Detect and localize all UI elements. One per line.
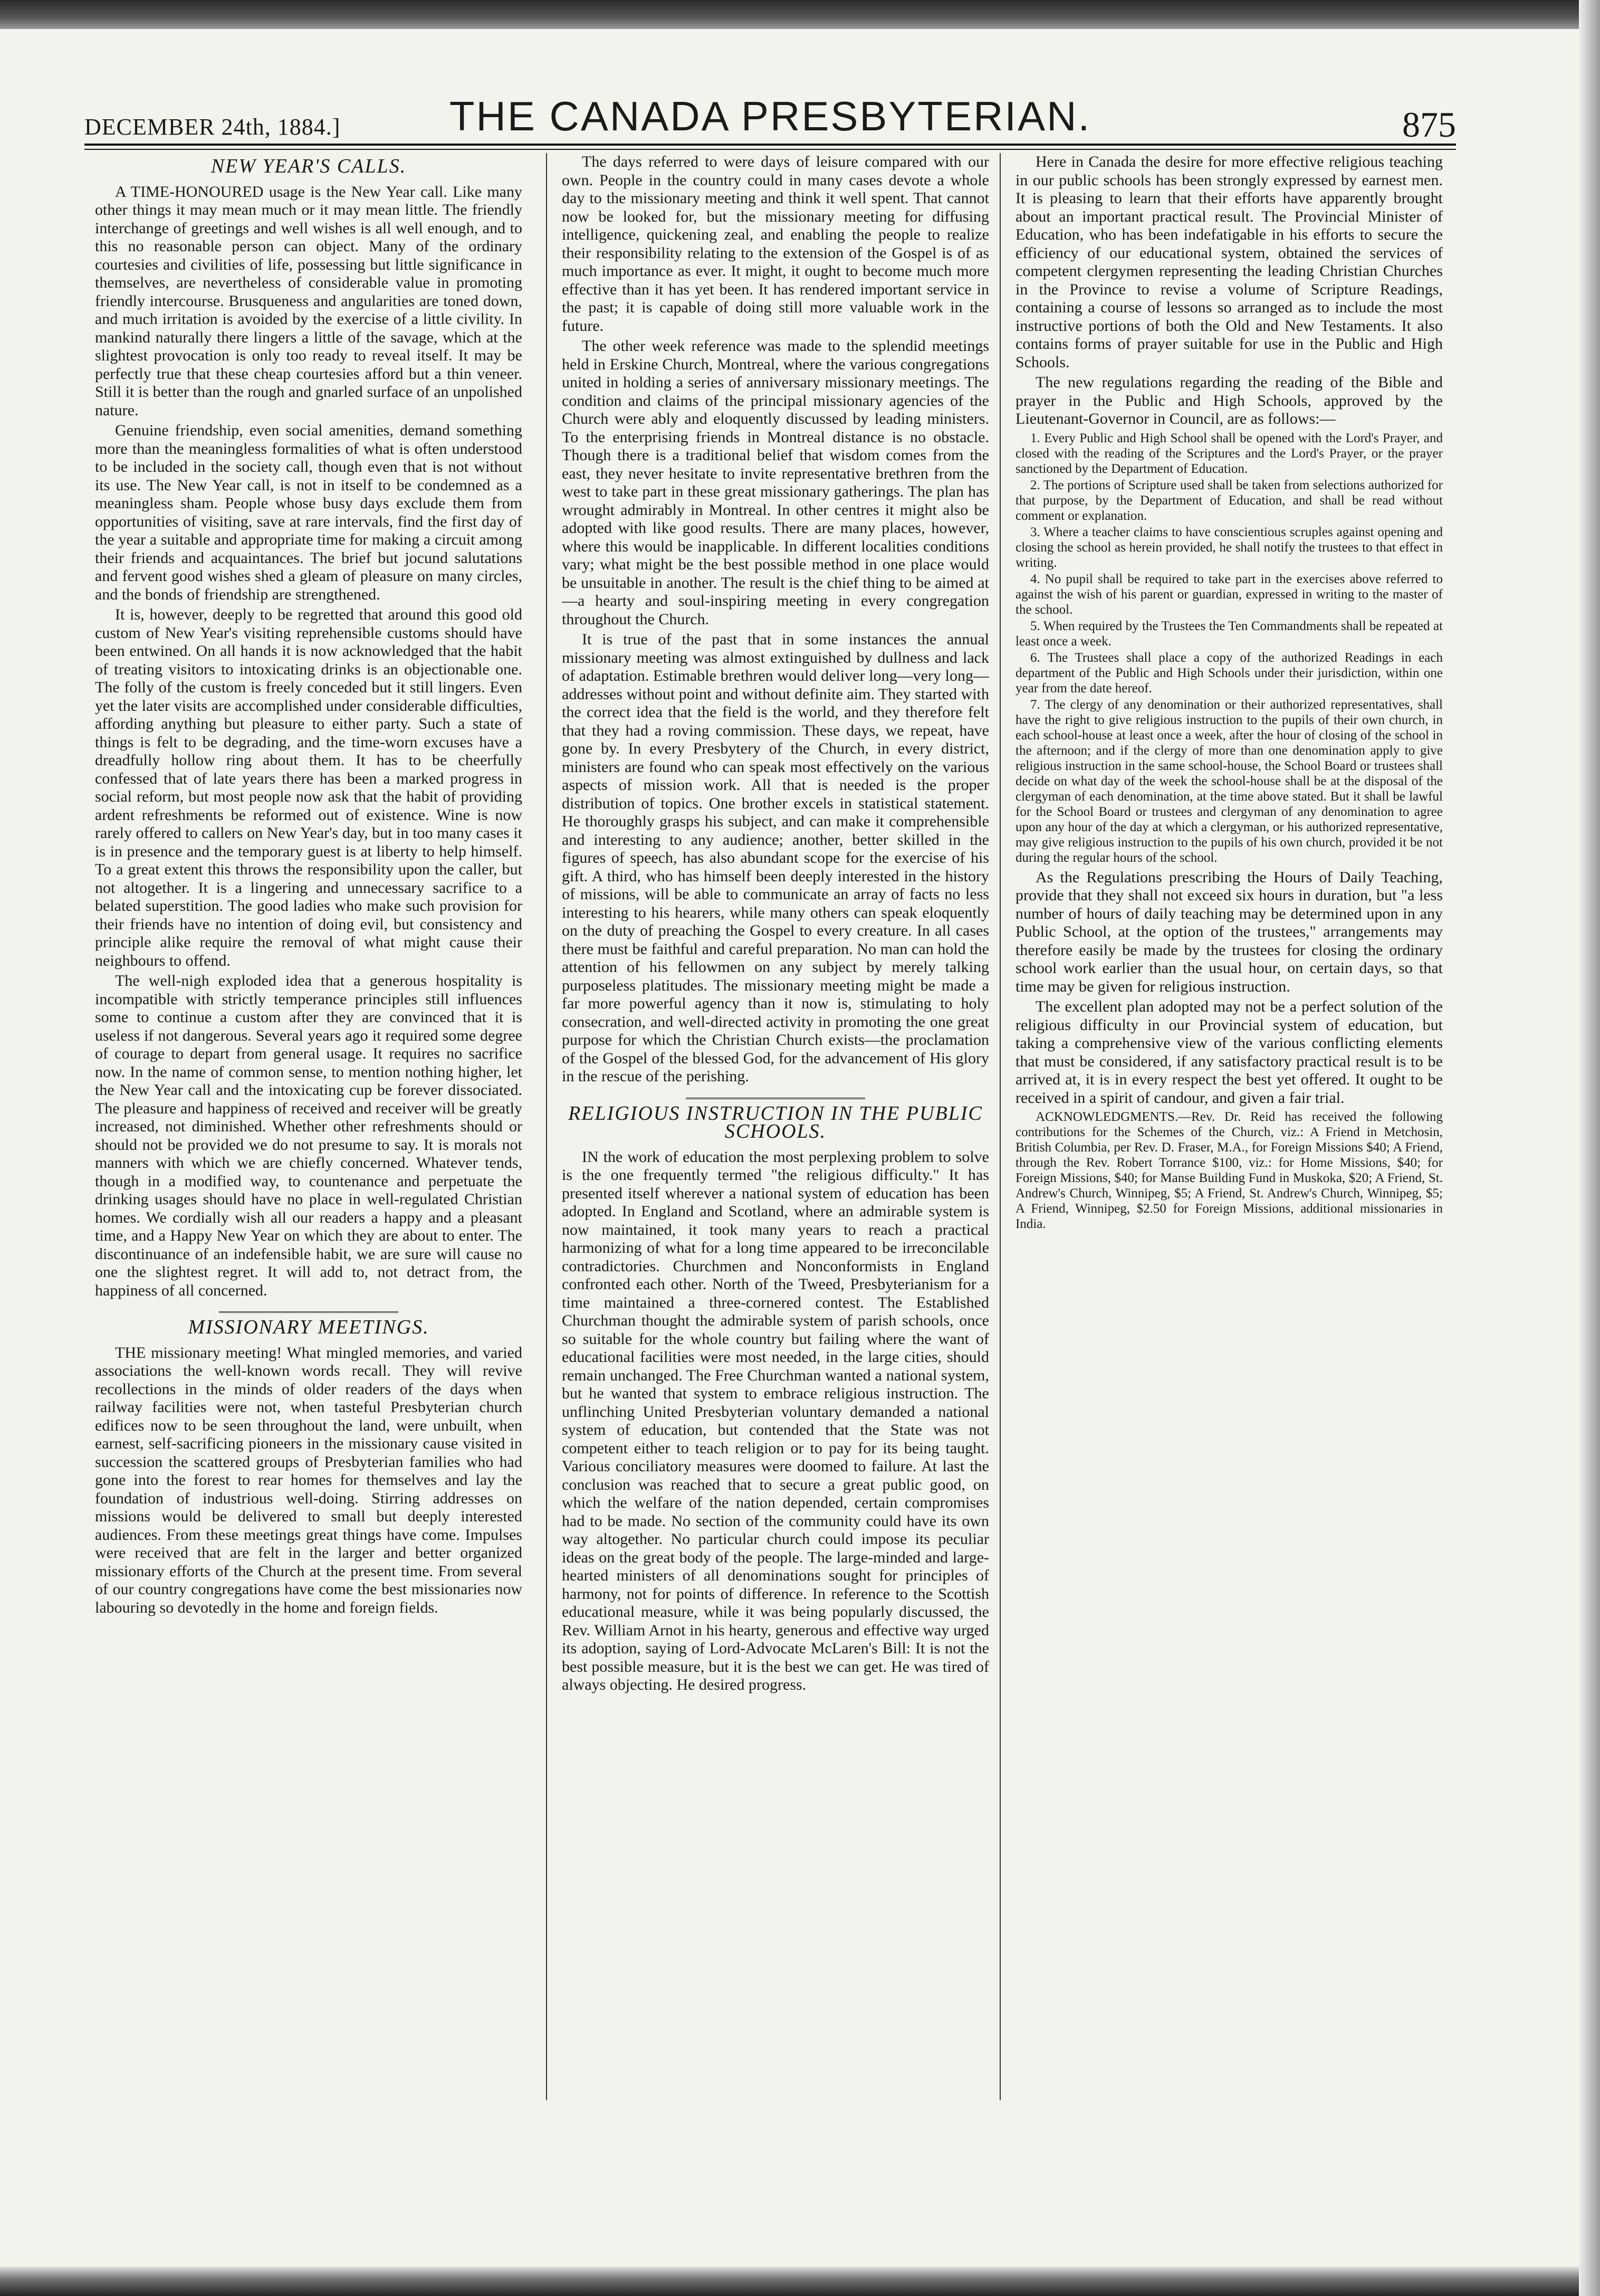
paragraph: The days referred to were days of leisure compared with our own. People in the country could in many cases devote a whole day to the missionary meeting and think it well spent. That cannot now be looked for, but the missionary meeting for diffusing intelligence, quickening zeal, and enabling the people to realize their responsibility relating to the extension of the Gospel is of as much importance as ever. It might, it ought to become much more effective than it has yet been. It has rendered important service in the past; it is capable of doing still more valuable work in the future. xyxy=(562,153,989,335)
paragraph: THE missionary meeting! What mingled memories, and varied associations the well-known words recall. They will revive recollections in the minds of older readers of the days when railway facilities were not, when tasteful Presbyterian church edifices now to be seen throughout the land, were unbuilt, when earnest, self-sacrificing pioneers in the missionary cause visited in succession the scattered groups of Presbyterian families who had gone into the forest to rear homes for themselves and lay the foundation of industrious well-doing. Stirring addresses on missions would be delivered to small but deeply interested audiences. From these meetings great things have come. Impulses were received that are felt in the larger and better organized missionary efforts of the Church at the present time. From several of our country congregations have come the best missionaries now labouring so devotedly in the home and foreign fields. xyxy=(95,1344,522,1616)
paragraph: A TIME-HONOURED usage is the New Year call. Like many other things it may mean much or it may mean little. The friendly interchange of greetings and well wishes is all well enough, and to this no reasonable person can object. Many of the ordinary courtesies and civilities of life, possessing but little significance in themselves, are nevertheless of considerable value in promoting friendly intercourse. Brusqueness and angularities are toned down, and much irritation is avoided by the exercise of a little civility. In mankind naturally there lingers a little of the savage, which at the slightest provocation is only too ready to reveal itself. It may be perfectly true that these cheap courtesies afford but a thin veneer. Still it is better than the rough and gnarled surface of an unpolished nature. xyxy=(95,183,522,419)
article-heading-new-years-calls: NEW YEAR'S CALLS. xyxy=(210,155,407,177)
paragraph: The well-nigh exploded idea that a generous hospitality is incompatible with strictly temperance principles still influences some to continue a custom after they are convinced that it is useless if not dangerous. Several years ago it required some degree of courage to depart from general usage. It requires no sacrifice now. In the name of common sense, to mention nothing higher, let the New Year call and the intoxicating cup be forever dissociated. The pleasure and happiness of received and receiver will be greatly increased, not diminished. Whether other refreshments should or should not be provided we do not presume to say. It is morals not manners with which we are chiefly concerned. Whatever tends, though in a modified way, to countenance and perpetuate the drinking usages should have no place in well-regulated Christian homes. We cordially wish all our readers a happy and a pleasant time, and a Happy New Year on which they are about to enter. The discontinuance of an indefensible habit, we are sure will cause no one the slightest regret. It will add to, not detract from, the happiness of all concerned. xyxy=(95,972,522,1299)
section-rule xyxy=(686,1098,865,1099)
scan-top-edge xyxy=(0,0,1600,29)
column-divider xyxy=(546,153,547,2100)
scan-right-edge xyxy=(1579,0,1600,2296)
paragraph: The new regulations regarding the reading of the Bible and prayer in the Public and High Schools, approved by the Lieutenant-Governor in Council, are as follows:— xyxy=(1015,374,1443,427)
header-rule-thin xyxy=(84,149,1456,150)
section-rule xyxy=(219,1311,398,1313)
regulation-item: 4. No pupil shall be required to take part in the exercises above referred to against the wish of his parent or guardian, expressed in writing to the master of the school. xyxy=(1015,571,1443,617)
paragraph: The excellent plan adopted may not be a perfect solution of the religious difficulty in our Provincial system of education, but taking a comprehensive view of the various conflicting elements that must be considered, if any satisfactory practical result is to be arrived at, it is in every respect the best yet offered. It ought to be received in a spirit of candour, and given a fair trial. xyxy=(1015,998,1443,1107)
column-divider xyxy=(1000,153,1001,2100)
regulation-item: 6. The Trustees shall place a copy of the authorized Readings in each department of the Public and High Schools under their jurisdiction, within one year from the date hereof. xyxy=(1015,650,1443,696)
paragraph: Here in Canada the desire for more effective religious teaching in our public schools has been strongly expressed by earnest men. It is pleasing to learn that their efforts have apparently brought about an important practical result. The Provincial Minister of Education, who has been indefatigable in his efforts to secure the efficiency of our educational system, obtained the services of competent clergymen representing the leading Christian Churches in the Province to revise a volume of Scripture Readings, containing a course of lessons so arranged as to include the most instructive portions of both the Old and New Testaments. It also contains forms of prayer suitable for use in the Public and High Schools. xyxy=(1015,153,1443,371)
header-rule xyxy=(84,144,1456,146)
article-heading-missionary-meetings: MISSIONARY MEETINGS. xyxy=(188,1316,429,1338)
scan-bottom-edge xyxy=(0,2267,1600,2296)
regulation-item: 2. The portions of Scripture used shall be taken from selections authorized for that purpose, by the Department of Education, and shall be read without comment or explanation. xyxy=(1015,478,1443,523)
acknowledgments: ACKNOWLEDGMENTS.—Rev. Dr. Reid has received the following contributions for the Schemes of the Church, viz.: A Friend in Metchosin, British Columbia, per Rev. D. Fraser, M.A., for Foreign Missions $40; A Friend, through the Rev. Robert Torrance $100, viz.: for Home Missions, $40; for Foreign Missions, $40; for Manse Building Fund in Muskoka, $20; A Friend, St. Andrew's Church, Winnipeg, $5; A Friend, St. Andrew's Church, Winnipeg, $5; A Friend, Winnipeg, $2.50 for Foreign Missions, additional missionaries in India. xyxy=(1015,1110,1443,1231)
paragraph: The other week reference was made to the splendid meetings held in Erskine Church, Montreal, where the various congregations united in holding a series of anniversary missionary meetings. The condition and claims of the principal missionary agencies of the Church were ably and eloquently discussed by leading ministers. To the enterprising friends in Montreal distance is no obstacle. Though there is a traditional belief that wisdom comes from the east, they never hesitate to invite representative brethren from the west to take part in these great missionary gatherings. The plan has wrought admirably in Montreal. In other centres it might also be adopted with like good results. There are many places, however, where this would be inapplicable. In different localities conditions vary; what might be the best possible method in one place would be unsuitable in another. The result is the chief thing to be aimed at—a hearty and soul-inspiring meeting in every congregation throughout the Church. xyxy=(562,337,989,628)
issue-date: DECEMBER 24th, 1884.] xyxy=(84,114,341,140)
column-2 xyxy=(562,153,989,2100)
paragraph: As the Regulations prescribing the Hours of Daily Teaching, provide that they shall not exceed six hours in duration, but "a less number of hours of daily teaching may be determined upon in any Public School, at the option of the trustees," arrangements may therefore easily be made by the trustees for closing the ordinary school work earlier than the usual hour, on certain days, so that time may be given for religious instruction. xyxy=(1015,868,1443,995)
column-3 xyxy=(1015,153,1443,2100)
newspaper-title: THE CANADA PRESBYTERIAN. xyxy=(449,93,1091,139)
regulation-item: 3. Where a teacher claims to have conscientious scruples against opening and closing the school as herein provided, he shall notify the trustees to that effect in writing. xyxy=(1015,525,1443,570)
paragraph: IN the work of education the most perplexing problem to solve is the one frequently termed "the religious difficulty." It has presented itself wherever a national system of education has been adopted. In England and Scotland, where an admirable system is now maintained, it took many years to reach a practical harmonizing of what for a long time appeared to be irreconcilable contradictories. Churchmen and Nonconformists in England confronted each other. North of the Tweed, Presbyterianism for a time maintained a three-cornered contest. The Established Churchman thought the admirable system of parish schools, once so suitable for the whole country but failing where the want of educational facilities were most needed, in the large cities, should remain unchanged. The Free Churchman wanted a national system, but he wanted that system to embrace religious instruction. The unflinching United Presbyterian voluntary demanded a national system of education, but contended that the State was not competent either to teach religion or to pay for its being taught. Various conciliatory measures were doomed to failure. At last the conclusion was reached that to secure a great public good, on which the welfare of the nation depended, certain compromises had to be made. No section of the community could have its own way altogether. No particular church could impose its peculiar ideas on the great body of the people. The large-minded and large-hearted ministers of all denominations sought for principles of harmony, not for points of difference. In reference to the Scottish educational measure, while it was being popularly discussed, the Rev. William Arnot in his hearty, generous and effective way urged its adoption, saying of Lord-Advocate McLaren's Bill: It is not the best possible measure, but it is the best we can get. He was tired of always objecting. He desired progress. xyxy=(562,1148,989,1693)
regulation-item: 7. The clergy of any denomination or their authorized representatives, shall have the right to give religious instruction to the pupils of their own church, in each school-house at least once a week, after the hour of closing of the school in the afternoon; and if the clergy of more than one denomination apply to give religious instruction in the same school-house, the School Board or trustees shall decide on what day of the week the school-house shall be at the disposal of the clergyman of each denomination, at the time above stated. But it shall be lawful for the School Board or trustees and clergyman of any denomination to agree upon any hour of the day at which a clergyman, or his authorized representative, may give religious instruction to the pupils of his own church, provided it be not during the regular hours of the school. xyxy=(1015,697,1443,865)
column-1 xyxy=(95,153,522,2100)
paragraph: It is, however, deeply to be regretted that around this good old custom of New Year's visiting reprehensible customs should have been entwined. On all hands it is now acknowledged that the habit of treating visitors to intoxicating drinks is an objectionable one. The folly of the custom is freely conceded but it still lingers. Even yet the later visits are accomplished under considerable difficulties, affording anything but pleasure to either party. Such a state of things is felt to be degrading, and the time-worn excuses have a dreadfully hollow ring about them. It has to be cheerfully confessed that of late years there has been a marked progress in social reform, but most people now ask that the habit of providing ardent refreshments be reformed out of existence. Wine is now rarely offered to callers on New Year's day, but in too many cases it is in presence and the temporary guest is at liberty to help himself. To a great extent this throws the responsibility upon the caller, but not altogether. It is a lingering and unnecessary sacrifice to a belated superstition. The good ladies who make such provision for their friends have no intention of doing evil, but consistency and principle alike require the removal of what might cause their neighbours to offend. xyxy=(95,606,522,969)
regulation-item: 5. When required by the Trustees the Ten Commandments shall be repeated at least once a week. xyxy=(1015,618,1443,649)
page-header xyxy=(84,92,1456,150)
regulation-item: 1. Every Public and High School shall be opened with the Lord's Prayer, and closed with the reading of the Scriptures and the Lord's Prayer, or the prayer sanctioned by the Department of Education. xyxy=(1015,431,1443,476)
article-heading-religious-instruction: RELIGIOUS INSTRUCTION IN THE PUBLIC SCHOOLS. xyxy=(568,1102,983,1142)
paragraph: It is true of the past that in some instances the annual missionary meeting was almost extinguished by dullness and lack of adaptation. Estimable brethren would deliver long—very long—addresses without point and without definite aim. They started with the correct idea that the field is the world, and they therefore felt that they had a roving commission. These days, we repeat, have gone by. In every Presbytery of the Church, in every district, ministers are found who can speak most effectively on the various aspects of mission work. All that is needed is the proper distribution of topics. One brother excels in statistical statement. He thoroughly grasps his subject, and can make it comprehensible and interesting to any audience; another, better skilled in the figures of speech, has also abundant scope for the exercise of his gift. A third, who has himself been deeply interested in the history of missions, will be able to communicate an array of facts no less interesting to his hearers, while many others can speak eloquently on the duty of preaching the Gospel to every creature. In all cases there must be faithful and careful preparation. No man can hold the attention of his fellowmen on any subject by merely talking purposeless platitudes. The missionary meeting might be made a far more powerful agency than it now is, stimulating to holy consecration, and well-directed activity in promoting the one great purpose for which the Christian Church exists—the proclamation of the Gospel of the blessed God, for the advancement of His glory in the rescue of the perishing. xyxy=(562,631,989,1085)
paragraph: Genuine friendship, even social amenities, demand something more than the meaningless formalities of what is often understood to be included in the society call, though even that is not without its use. The New Year call, is not in itself to be condemned as a meaningless sham. People whose busy days exclude them from opportunities of visiting, save at rare intervals, find the first day of the year a suitable and appropriate time for making a circuit among their friends and acquaintances. The brief but jocund salutations and fervent good wishes shed a gleam of pleasure on many circles, and the bonds of friendship are strengthened. xyxy=(95,422,522,603)
regulations-list xyxy=(1015,431,1443,865)
page-number: 875 xyxy=(1402,104,1456,145)
